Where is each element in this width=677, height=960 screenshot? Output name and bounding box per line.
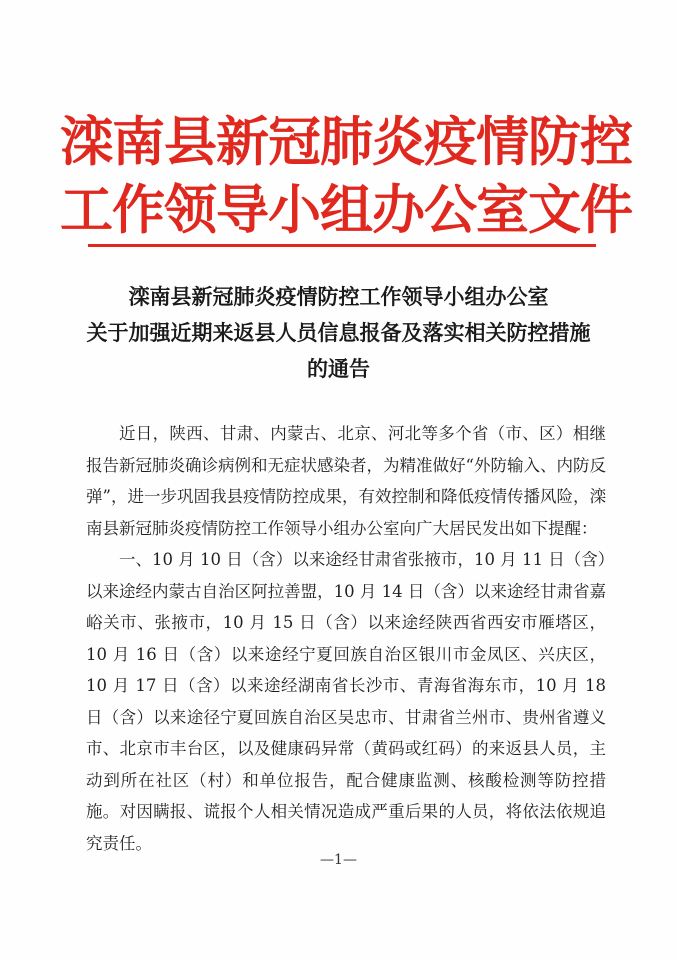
notice-body (86, 418, 606, 859)
document-header-line1: 滦南县新冠肺炎疫情防控 (60, 112, 632, 173)
notice-title-line2: 关于加强近期来返县人员信息报备及落实相关防控措施 (86, 320, 591, 345)
document-header-line2: 工作领导小组办公室文件 (60, 180, 632, 241)
page-number: —1— (320, 852, 357, 868)
body-paragraph-intro: 近日，陕西、甘肃、内蒙古、北京、河北等多个省（市、区）相继报告新冠肺炎确诊病例和无症状感染者，为精准做好“外防输入、内防反弹”，进一步巩固我县疫情防控成果，有效控制和降低疫情传播风险，滦南县新冠肺炎疫情防控工作领导小组办公室向广大居民发出如下提醒： (86, 424, 606, 538)
body-paragraph-item-1: 一、10 月 10 日（含）以来途经甘肃省张掖市，10 月 11 日（含）以来途经内蒙古自治区阿拉善盟，10 月 14 日（含）以来途经甘肃省嘉峪关市、张掖市，10 月 15 日（含）以来途经陕西省西安市雁塔区，10 月 16 日（含）以来途经宁夏回族自治区银川市金凤区、兴庆区，10 月 17 日（含）以来途经湖南省长沙市、青海省海东市，10 月 18 日（含）以来途径宁夏回族自治区吴忠市、甘肃省兰州市、贵州省遵义市、北京市丰台区，以及健康码异常（黄码或红码）的来返县人员，主动到所在社区（村）和单位报告，配合健康监测、核酸检测等防控措施。对因瞒报、谎报个人相关情况造成严重后果的人员，将依法依规追究责任。 (86, 550, 606, 853)
header-red-rule (88, 244, 596, 247)
notice-title-line1: 滦南县新冠肺炎疫情防控工作领导小组办公室 (128, 284, 549, 309)
notice-title-line3: 的通告 (307, 356, 370, 381)
